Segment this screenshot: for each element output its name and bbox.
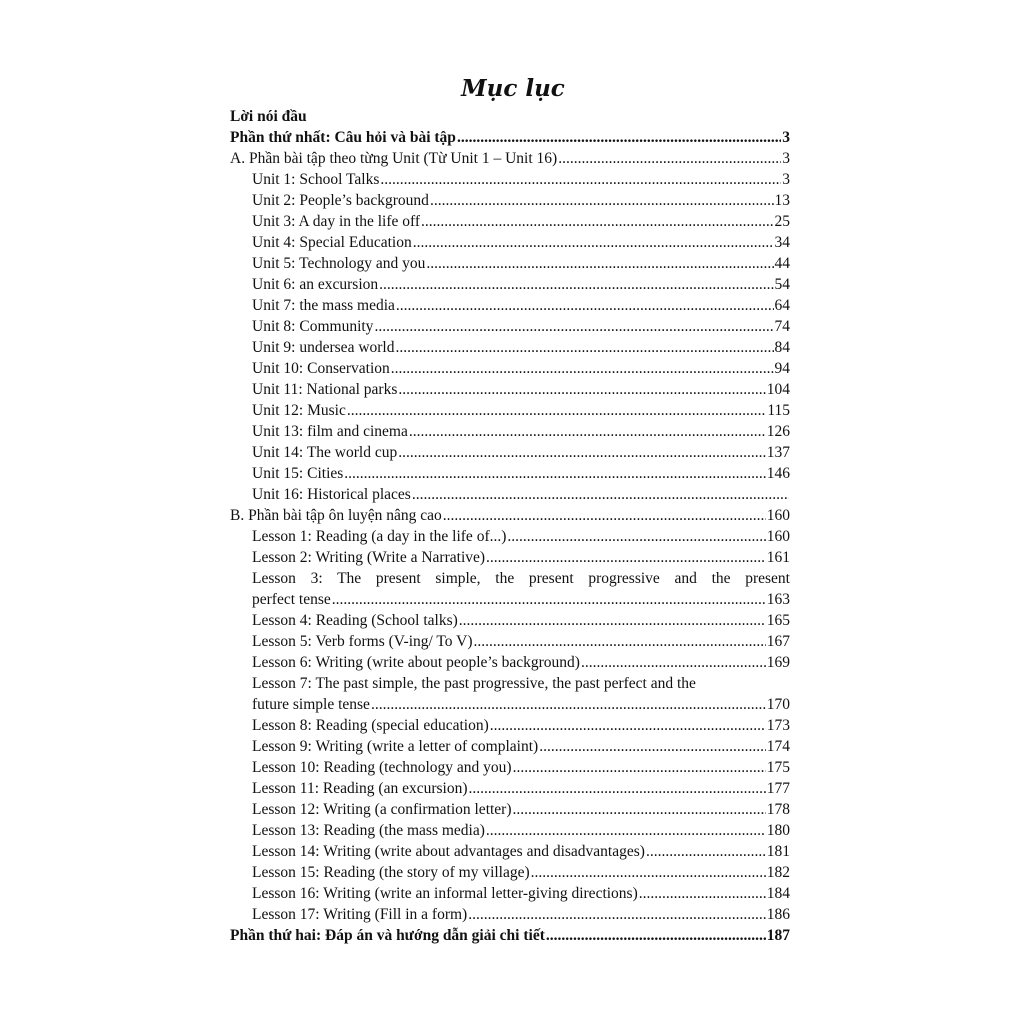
toc-entry-label: Lesson 4: Reading (School talks) [252,612,458,629]
toc-entry-lesson [230,841,790,862]
toc-entry-label: Lesson 8: Reading (special education) [252,717,489,734]
toc-entry-page: 25 [774,213,790,230]
toc-entry-label: Lesson 17: Writing (Fill in a form) [252,906,468,923]
toc-entry-lesson [230,736,790,757]
toc-entry-label: perfect tense [252,591,331,608]
toc-entry-lesson [230,904,790,925]
lesson-list [230,526,790,568]
toc-entry-page: 64 [774,297,790,314]
toc-entry-page: 3 [782,150,790,167]
toc-entry-page: 13 [774,192,790,209]
toc-entry-lesson [230,526,790,547]
toc-entry-lesson [230,610,790,631]
toc-entry-unit [230,211,790,232]
dot-leader [398,442,766,463]
toc-entry-lesson [230,820,790,841]
toc-entry-page: 169 [766,654,790,671]
toc-entry-label: Unit 15: Cities [252,465,344,482]
dot-leader [513,757,766,778]
toc-entry-label: Unit 11: National parks [252,381,398,398]
toc-entry-label: Unit 8: Community [252,318,374,335]
toc-entry-page: 160 [766,528,790,545]
dot-leader [459,610,766,631]
dot-leader [426,253,773,274]
toc-entry-label: Lesson 12: Writing (a confirmation letter) [252,801,512,818]
toc-entry-unit [230,295,790,316]
toc-entry-label: Unit 10: Conservation [252,360,390,377]
toc-entry-lesson [230,862,790,883]
toc-entry-label: Lesson 13: Reading (the mass media) [252,822,485,839]
toc-entry-page: 84 [774,339,790,356]
toc-entry-unit [230,400,790,421]
dot-leader [347,400,766,421]
lesson-list [230,610,790,673]
dot-leader [646,841,766,862]
toc-entry-label: Lesson 14: Writing (write about advantages and disadvantages) [252,843,645,860]
toc-entry-page: 3 [782,171,790,188]
toc-entry-page: 184 [766,885,790,902]
dot-leader [486,547,766,568]
toc-entry-unit [230,253,790,274]
toc-entry-page: 94 [774,360,790,377]
toc-entry-lesson [230,652,790,673]
toc-entry-label: Unit 12: Music [252,402,346,419]
toc-entry-page: 137 [766,444,790,461]
dot-leader [379,274,773,295]
toc-entry-label: Unit 3: A day in the life off [252,213,421,230]
toc-entry-lesson [230,547,790,568]
page-title: Mục lục [461,75,565,102]
toc-entry-label: Unit 1: School Talks [252,171,380,188]
dot-leader [546,925,766,946]
toc-entry-unit [230,484,790,505]
toc-entry-unit [230,379,790,400]
dot-leader [558,148,781,169]
toc-entry-part2 [230,925,790,946]
toc-entry-page: 174 [766,738,790,755]
toc-entry-section-a [230,148,790,169]
toc-entry-page: 170 [766,696,790,713]
dot-leader [398,379,765,400]
toc-entry-label: Unit 9: undersea world [252,339,395,356]
dot-leader [409,421,766,442]
toc-entry-lesson7-line1: Lesson 7: The past simple, the past progressive, the past perfect and the [252,675,696,692]
toc-entry-page: 180 [766,822,790,839]
dot-leader [430,190,774,211]
dot-leader [395,337,773,358]
toc-entry-label: future simple tense [252,696,370,713]
toc-page [230,72,790,946]
toc-entry-page: 104 [766,381,790,398]
dot-leader [474,631,766,652]
toc-entry-lesson [230,778,790,799]
toc-entry-page: 161 [766,549,790,566]
lesson-list [230,715,790,925]
toc-entry-page: 187 [766,927,790,944]
toc-entry-unit [230,337,790,358]
toc-entry-label: Lesson 1: Reading (a day in the life of...) [252,528,507,545]
toc-entry-label: B. Phần bài tập ôn luyện nâng cao [230,507,442,524]
dot-leader [639,883,766,904]
toc-entry-label: Phần thứ nhất: Câu hỏi và bài tập [230,129,456,146]
toc-entry-page: 182 [766,864,790,881]
toc-entry-lesson3 [230,589,790,610]
toc-entry-unit [230,190,790,211]
unit-list [230,169,790,505]
toc-entry-page: 167 [766,633,790,650]
dot-leader [486,820,766,841]
toc-entry-unit [230,232,790,253]
toc-entry-section-b [230,505,790,526]
toc-entry-page: 178 [766,801,790,818]
dot-leader [412,484,789,505]
toc-entry-label: Lesson 9: Writing (write a letter of complaint) [252,738,539,755]
dot-leader [469,778,766,799]
toc-entry-part1 [230,127,790,148]
toc-entry-label: Unit 16: Historical places [252,486,411,503]
toc-entry-page: 126 [766,423,790,440]
toc-entry-label: Lesson 6: Writing (write about people’s background) [252,654,580,671]
toc-entry-page: 54 [774,276,790,293]
preface-heading: Lời nói đầu [230,108,307,125]
toc-entry-label: Lesson 11: Reading (an excursion) [252,780,468,797]
dot-leader [391,358,774,379]
toc-entry-label: Unit 13: film and cinema [252,423,408,440]
toc-entry-unit [230,358,790,379]
toc-entry-label: Unit 2: People’s background [252,192,429,209]
toc-entry-unit [230,463,790,484]
toc-entry-label: Lesson 16: Writing (write an informal letter-giving directions) [252,885,638,902]
dot-leader [332,589,766,610]
dot-leader [371,694,766,715]
dot-leader [531,862,766,883]
toc-entry-label: Lesson 5: Verb forms (V-ing/ To V) [252,633,473,650]
dot-leader [581,652,766,673]
toc-entry-page: 74 [774,318,790,335]
dot-leader [457,127,781,148]
toc-entry-label: Lesson 15: Reading (the story of my village) [252,864,530,881]
toc-entry-lesson7 [230,694,790,715]
toc-entry-unit [230,169,790,190]
toc-entry-lesson [230,883,790,904]
dot-leader [344,463,765,484]
toc-entry-lesson3-line1: Lesson 3: The present simple, the present progressive and the present [252,570,790,587]
toc-entry-unit [230,316,790,337]
dot-leader [468,904,766,925]
dot-leader [380,169,781,190]
toc-entry-label: Phần thứ hai: Đáp án và hướng dẫn giải chi tiết [230,927,545,944]
dot-leader [421,211,773,232]
toc-entry-label: Unit 4: Special Education [252,234,412,251]
toc-entry-unit [230,274,790,295]
toc-entry-label: Unit 6: an excursion [252,276,379,293]
toc-entry-unit [230,421,790,442]
toc-entry-page: 34 [774,234,790,251]
dot-leader [413,232,774,253]
toc-entry-lesson [230,631,790,652]
toc-entry-label: Unit 14: The world cup [252,444,398,461]
toc-entry-label: Lesson 10: Reading (technology and you) [252,759,512,776]
toc-entry-page: 175 [766,759,790,776]
toc-entry-lesson [230,799,790,820]
toc-entry-page: 115 [767,402,790,419]
toc-entry-page: 163 [766,591,790,608]
toc-entry-page: 165 [766,612,790,629]
toc-entry-label: Lesson 2: Writing (Write a Narrative) [252,549,486,566]
toc-entry-page: 3 [782,129,790,146]
toc-entry-lesson [230,757,790,778]
toc-entry-label: Unit 7: the mass media [252,297,395,314]
dot-leader [396,295,774,316]
toc-entry-label: Unit 5: Technology and you [252,255,426,272]
dot-leader [507,526,765,547]
toc-entry-label: A. Phần bài tập theo từng Unit (Từ Unit 1 – Unit 16) [230,150,558,167]
toc-entry-unit [230,442,790,463]
toc-entry-page: 186 [766,906,790,923]
dot-leader [374,316,773,337]
toc-entry-lesson [230,715,790,736]
dot-leader [490,715,766,736]
toc-entry-page: 181 [766,843,790,860]
toc-entry-page: 146 [766,465,790,482]
dot-leader [443,505,766,526]
toc-entry-page: 177 [766,780,790,797]
dot-leader [539,736,766,757]
toc-entry-page: 160 [766,507,790,524]
dot-leader [513,799,766,820]
toc-entry-page: 173 [766,717,790,734]
toc-entry-page: 44 [774,255,790,272]
